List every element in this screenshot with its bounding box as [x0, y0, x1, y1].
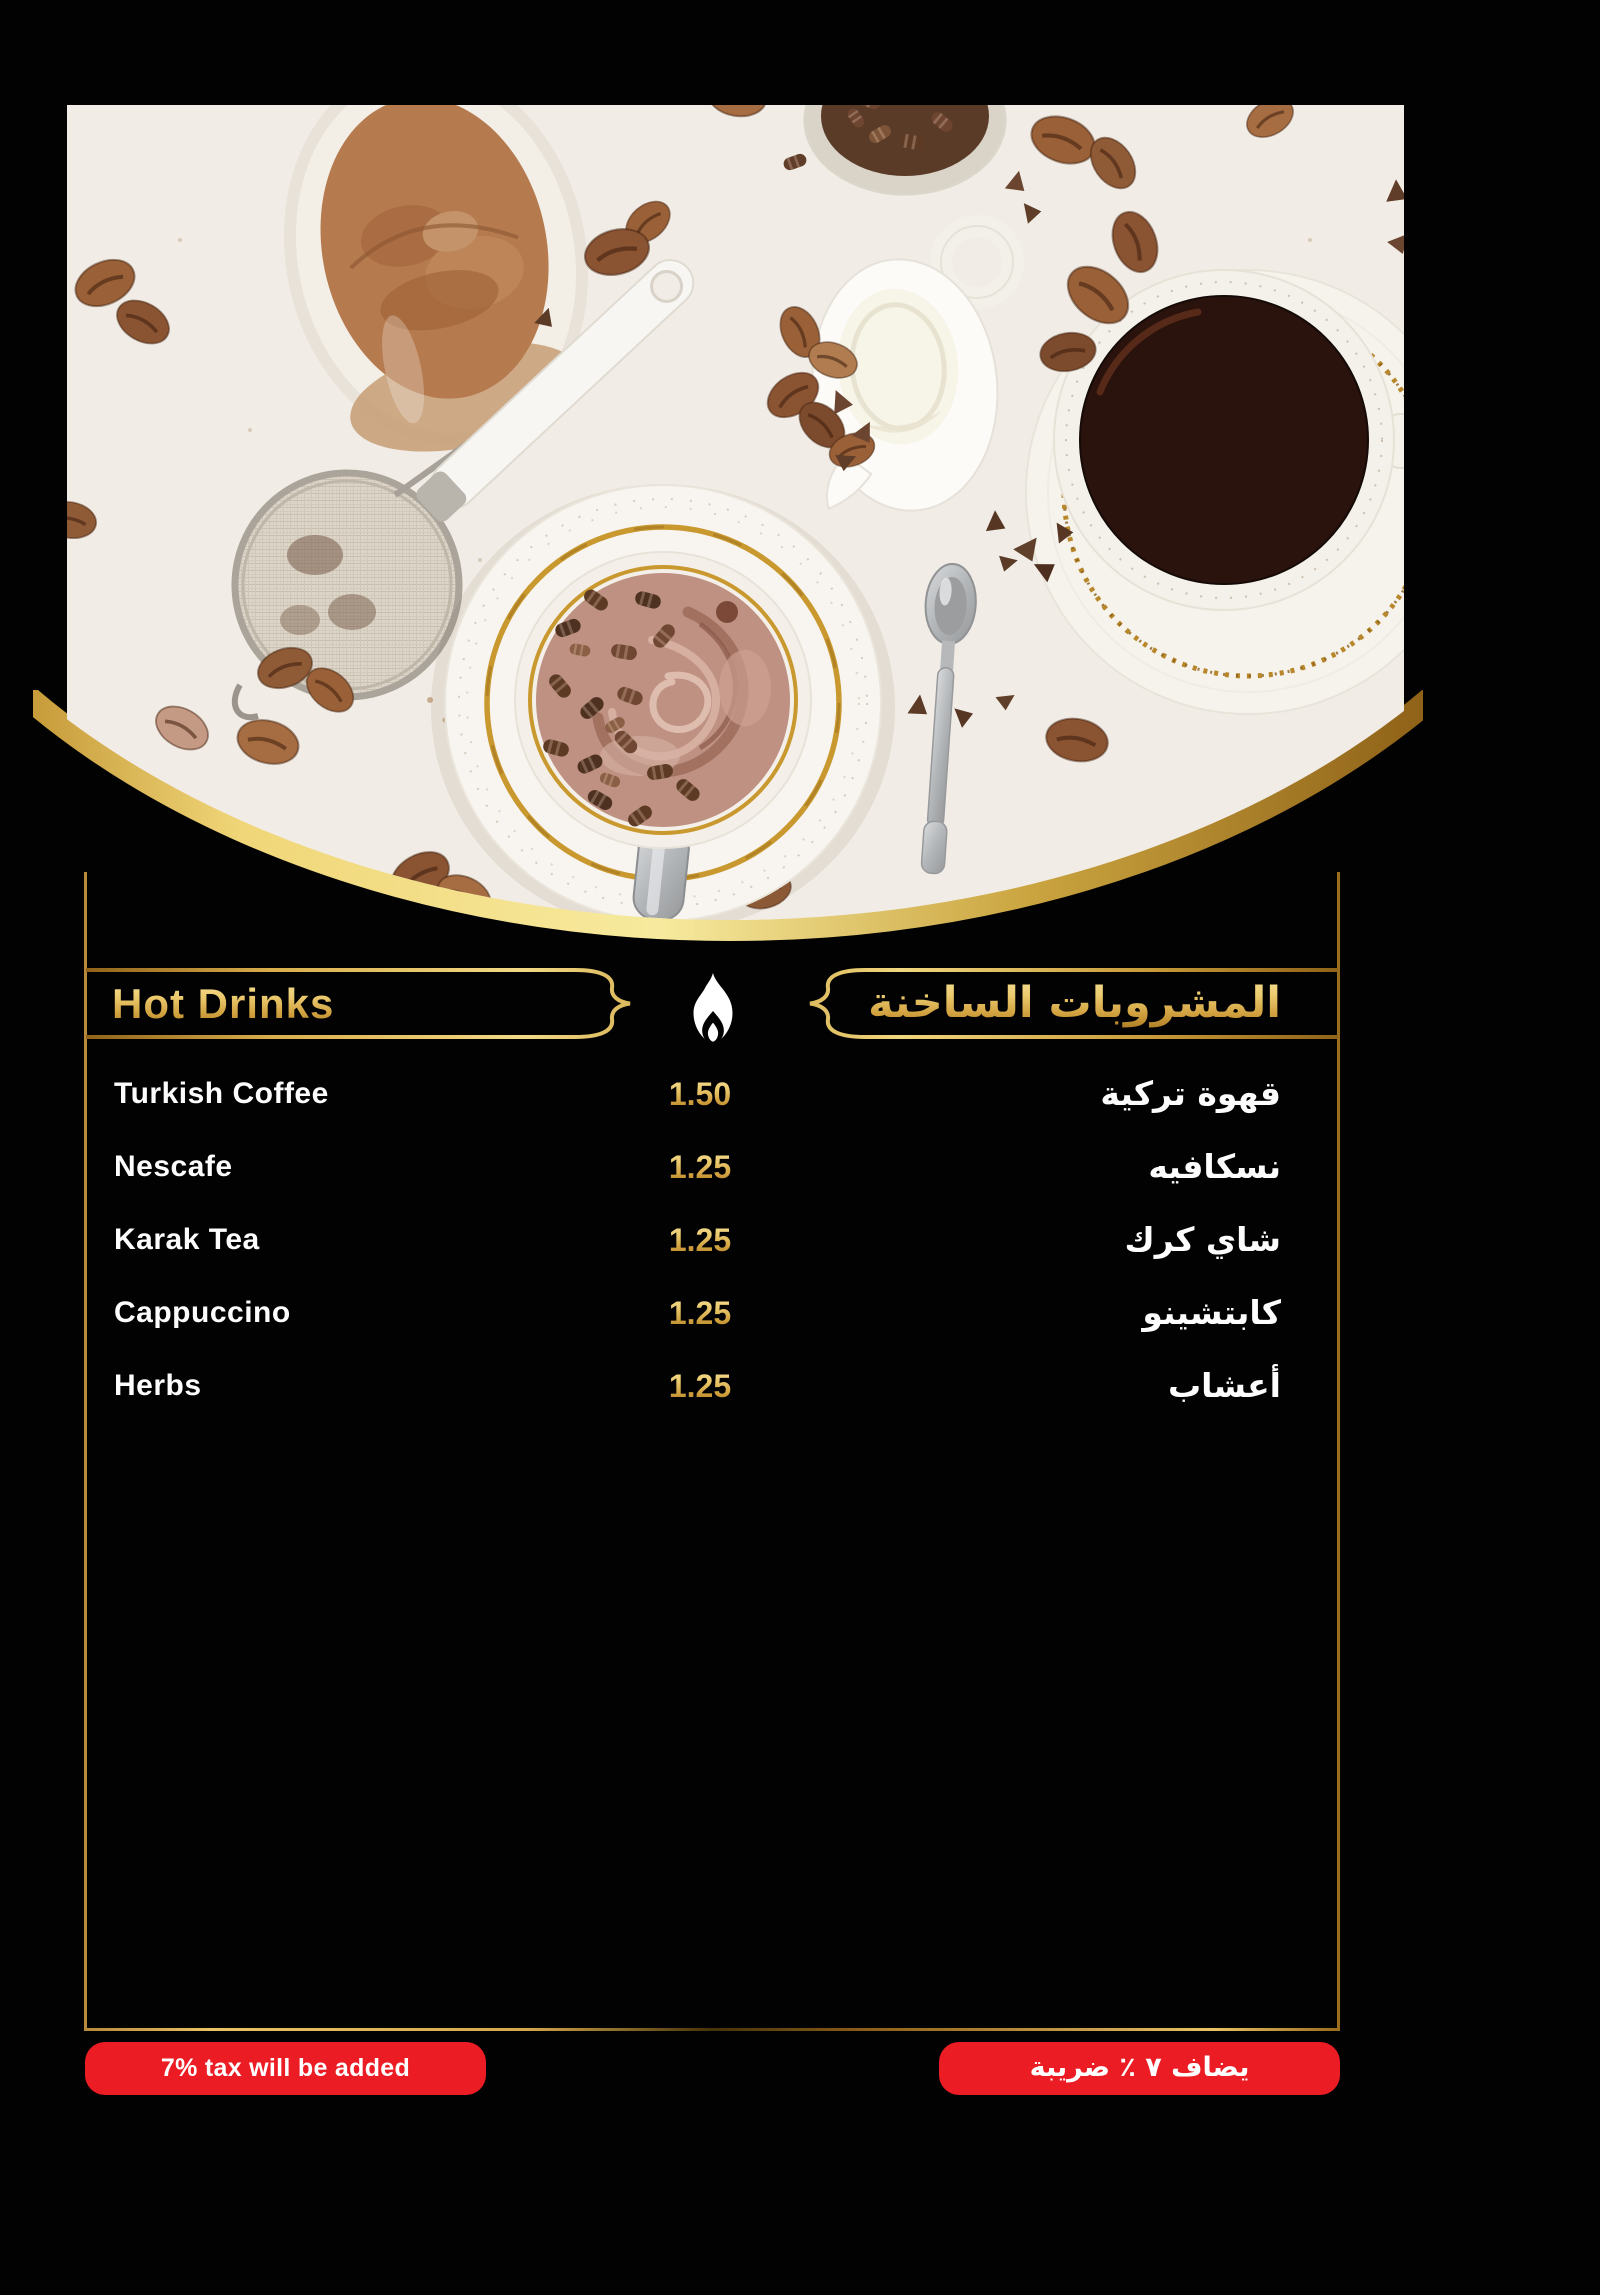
item-price: 1.25	[600, 1218, 800, 1262]
item-name-ar: كابتشينو	[1142, 1293, 1281, 1332]
item-name-en: Karak Tea	[114, 1223, 260, 1256]
item-name-en: Turkish Coffee	[114, 1077, 329, 1110]
hot-drinks-photo	[0, 0, 1600, 1010]
coffee-cup-photo	[1026, 270, 1470, 714]
item-name-en: Herbs	[114, 1369, 202, 1402]
menu-row	[84, 1072, 1340, 1116]
hot-chocolate-cup-photo	[431, 484, 895, 932]
tax-note-badge-ar: يضاف ٧ ٪ ضريبة	[939, 2042, 1340, 2095]
item-price: 1.25	[600, 1291, 800, 1335]
item-price: 1.25	[600, 1364, 800, 1408]
tax-note-badge-en: 7% tax will be added	[85, 2042, 486, 2095]
flame-icon	[683, 972, 743, 1048]
menu-row	[84, 1218, 1340, 1262]
menu-row	[84, 1291, 1340, 1335]
item-price: 1.50	[600, 1072, 800, 1116]
menu-row	[84, 1364, 1340, 1408]
item-name-en: Nescafe	[114, 1150, 233, 1183]
item-price: 1.25	[600, 1145, 800, 1189]
item-name-ar: شاي كرك	[1124, 1220, 1281, 1259]
item-name-en: Cappuccino	[114, 1296, 291, 1329]
section-title-ar: المشروبات الساخنة	[868, 970, 1281, 1036]
item-name-ar: أعشاب	[1168, 1366, 1281, 1405]
item-name-ar: نسكافيه	[1148, 1147, 1281, 1186]
item-name-ar: قهوة تركية	[1100, 1074, 1281, 1113]
menu-row	[84, 1145, 1340, 1189]
section-title-en: Hot Drinks	[112, 974, 334, 1034]
